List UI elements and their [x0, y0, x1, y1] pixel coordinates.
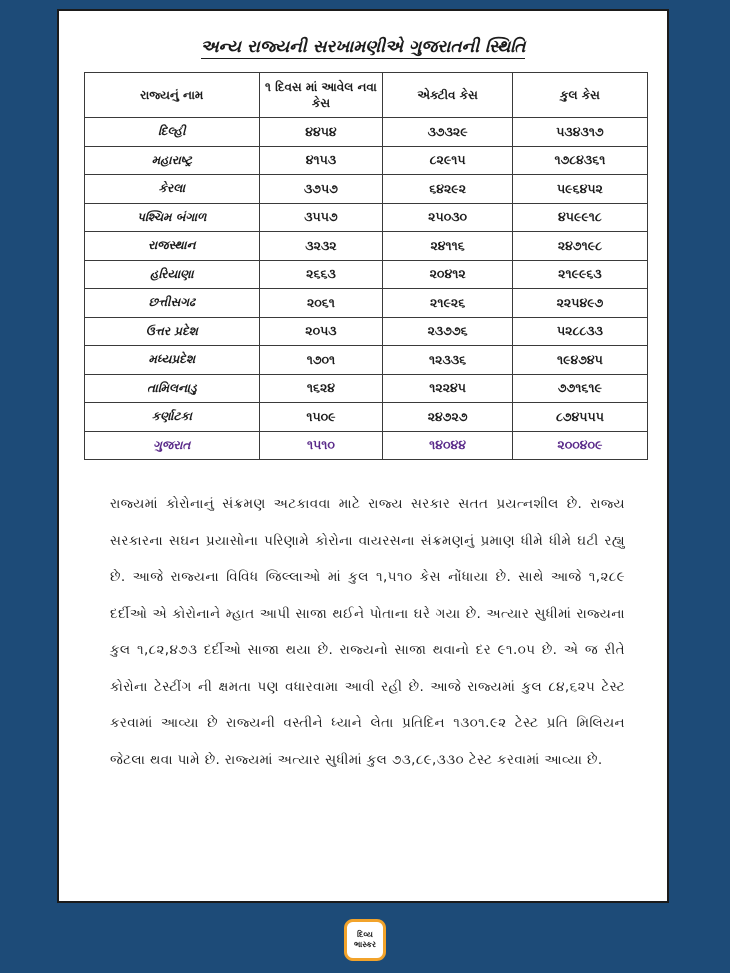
- state-name: રાજસ્થાન: [85, 232, 260, 261]
- total-cases-value: ૨૦૦૪૦૯: [512, 431, 647, 460]
- new-cases-value: ૨૦૬૧: [259, 289, 383, 318]
- state-name: ગુજરાત: [85, 431, 260, 460]
- table-row: [85, 203, 648, 232]
- active-cases-value: ૧૨૩૩૬: [383, 346, 512, 375]
- table-row: [85, 403, 648, 432]
- active-cases-value: ૨૩૭૭૬: [383, 317, 512, 346]
- active-cases-value: ૨૪૧૧૬: [383, 232, 512, 261]
- table-row: [85, 175, 648, 204]
- table-row: [85, 346, 648, 375]
- column-header-state: રાજ્યનું નામ: [85, 73, 260, 118]
- total-cases-value: ૨૪૭૧૯૮: [512, 232, 647, 261]
- active-cases-value: ૮૨૯૧૫: [383, 146, 512, 175]
- new-cases-value: ૧૫૧૦: [259, 431, 383, 460]
- new-cases-value: ૨૦૫૩: [259, 317, 383, 346]
- column-header-active-cases: એક્ટીવ કેસ: [383, 73, 512, 118]
- total-cases-value: ૫૯૬૪૫૨: [512, 175, 647, 204]
- total-cases-value: ૫૨૮૮૩૩: [512, 317, 647, 346]
- page-title: [59, 37, 667, 57]
- state-name: હરિયાણા: [85, 260, 260, 289]
- total-cases-value: ૭૭૧૬૧૯: [512, 374, 647, 403]
- state-name: મધ્યપ્રદેશ: [85, 346, 260, 375]
- new-cases-value: ૪૧૫૩: [259, 146, 383, 175]
- new-cases-value: ૩૨૩૨: [259, 232, 383, 261]
- total-cases-value: ૪૫૯૯૧૮: [512, 203, 647, 232]
- new-cases-value: ૨૬૬૩: [259, 260, 383, 289]
- new-cases-value: ૩૭૫૭: [259, 175, 383, 204]
- active-cases-value: ૨૫૦૩૦: [383, 203, 512, 232]
- article-paragraph: રાજ્યમાં કોરોનાનું સંક્રમણ અટકાવવા માટે રાજ્ય સરકાર સતત પ્રયત્નશીલ છે. રાજ્ય સરકારના સઘન પ્રયાસોના પરિણામે કોરોના વાયરસના સંક્રમણનું પ્રમાણ ધીમે ધીમે ઘટી રહ્યુ છે. આજે રાજ્યના વિવિધ જિલ્લાઓ માં કુલ ૧,૫૧૦ કેસ નોંધાયા છે. સાથે આજે ૧,૨૮૯ દર્દીઓ એ કોરોનાને મ્હાત આપી સાજા થઈને પોતાના ઘરે ગયા છે. અત્યાર સુધીમાં રાજ્યના કુલ ૧,૮૨,૪૭૩ દર્દીઓ સાજા થયા છે. રાજ્યનો સાજા થવાનો દર ૯૧.૦૫ છે. એ જ રીતે કોરોના ટેસ્ટીંગ ની ક્ષમતા પણ વધારવામા આવી રહી છે. આજે રાજ્યમાં કુલ ૮૪,૬૨૫ ટેસ્ટ કરવામાં આવ્યા છે રાજ્યની વસ્તીને ધ્યાને લેતા પ્રતિદિન ૧૩૦૧.૯૨ ટેસ્ટ પ્રતિ મિલિયન જેટલા થવા પામે છે. રાજ્યમાં અત્યાર સુધીમાં કુલ ૭૩,૮૯,૩૩૦ ટેસ્ટ કરવામાં આવ્યા છે.: [110, 496, 625, 768]
- new-cases-value: ૧૬૨૪: [259, 374, 383, 403]
- table-row: [85, 317, 648, 346]
- new-cases-value: ૧૫૦૯: [259, 403, 383, 432]
- table-row: [85, 289, 648, 318]
- total-cases-value: ૨૨૫૪૯૭: [512, 289, 647, 318]
- comparison-table: [84, 72, 648, 460]
- table-row: [85, 232, 648, 261]
- table-row: [85, 260, 648, 289]
- table-row-gujarat: [85, 431, 648, 460]
- active-cases-value: ૧૨૨૪૫: [383, 374, 512, 403]
- new-cases-value: ૧૭૦૧: [259, 346, 383, 375]
- total-cases-value: ૫૩૪૩૧૭: [512, 118, 647, 147]
- active-cases-value: ૧૪૦૪૪: [383, 431, 512, 460]
- new-cases-value: ૪૪૫૪: [259, 118, 383, 147]
- table-row: [85, 118, 648, 147]
- logo-text: દિવ્ય ભાસ્કર: [353, 930, 377, 949]
- divya-bhaskar-logo: [344, 919, 386, 961]
- table-row: [85, 146, 648, 175]
- state-name: દિલ્હી: [85, 118, 260, 147]
- title-text: અન્ય રાજ્યની સરખામણીએ ગુજરાતની સ્થિતિ: [200, 37, 526, 57]
- state-name: પશ્ચિમ બંગાળ: [85, 203, 260, 232]
- active-cases-value: ૬૪૨૯૨: [383, 175, 512, 204]
- total-cases-value: ૮૭૪૫૫૫: [512, 403, 647, 432]
- column-header-new-cases: ૧ દિવસ માં આવેલ નવા કેસ: [259, 73, 383, 118]
- table-header-row: [85, 73, 648, 118]
- new-cases-value: ૩૫૫૭: [259, 203, 383, 232]
- total-cases-value: ૨૧૯૯૬૩: [512, 260, 647, 289]
- state-name: કેરલા: [85, 175, 260, 204]
- column-header-total-cases: કુલ કેસ: [512, 73, 647, 118]
- table-row: [85, 374, 648, 403]
- active-cases-value: ૩૭૩૨૯: [383, 118, 512, 147]
- state-name: મહારાષ્ટ્ર: [85, 146, 260, 175]
- active-cases-value: ૨૪૭૨૭: [383, 403, 512, 432]
- total-cases-value: ૧૭૮૪૩૬૧: [512, 146, 647, 175]
- active-cases-value: ૨૧૯૨૬: [383, 289, 512, 318]
- total-cases-value: ૧૯૪૭૪૫: [512, 346, 647, 375]
- active-cases-value: ૨૦૪૧૨: [383, 260, 512, 289]
- news-card: [57, 9, 669, 903]
- state-name: તામિલનાડુ: [85, 374, 260, 403]
- state-name: છત્તીસગઢ: [85, 289, 260, 318]
- state-name: કર્ણાટકા: [85, 403, 260, 432]
- state-name: ઉત્તર પ્રદેશ: [85, 317, 260, 346]
